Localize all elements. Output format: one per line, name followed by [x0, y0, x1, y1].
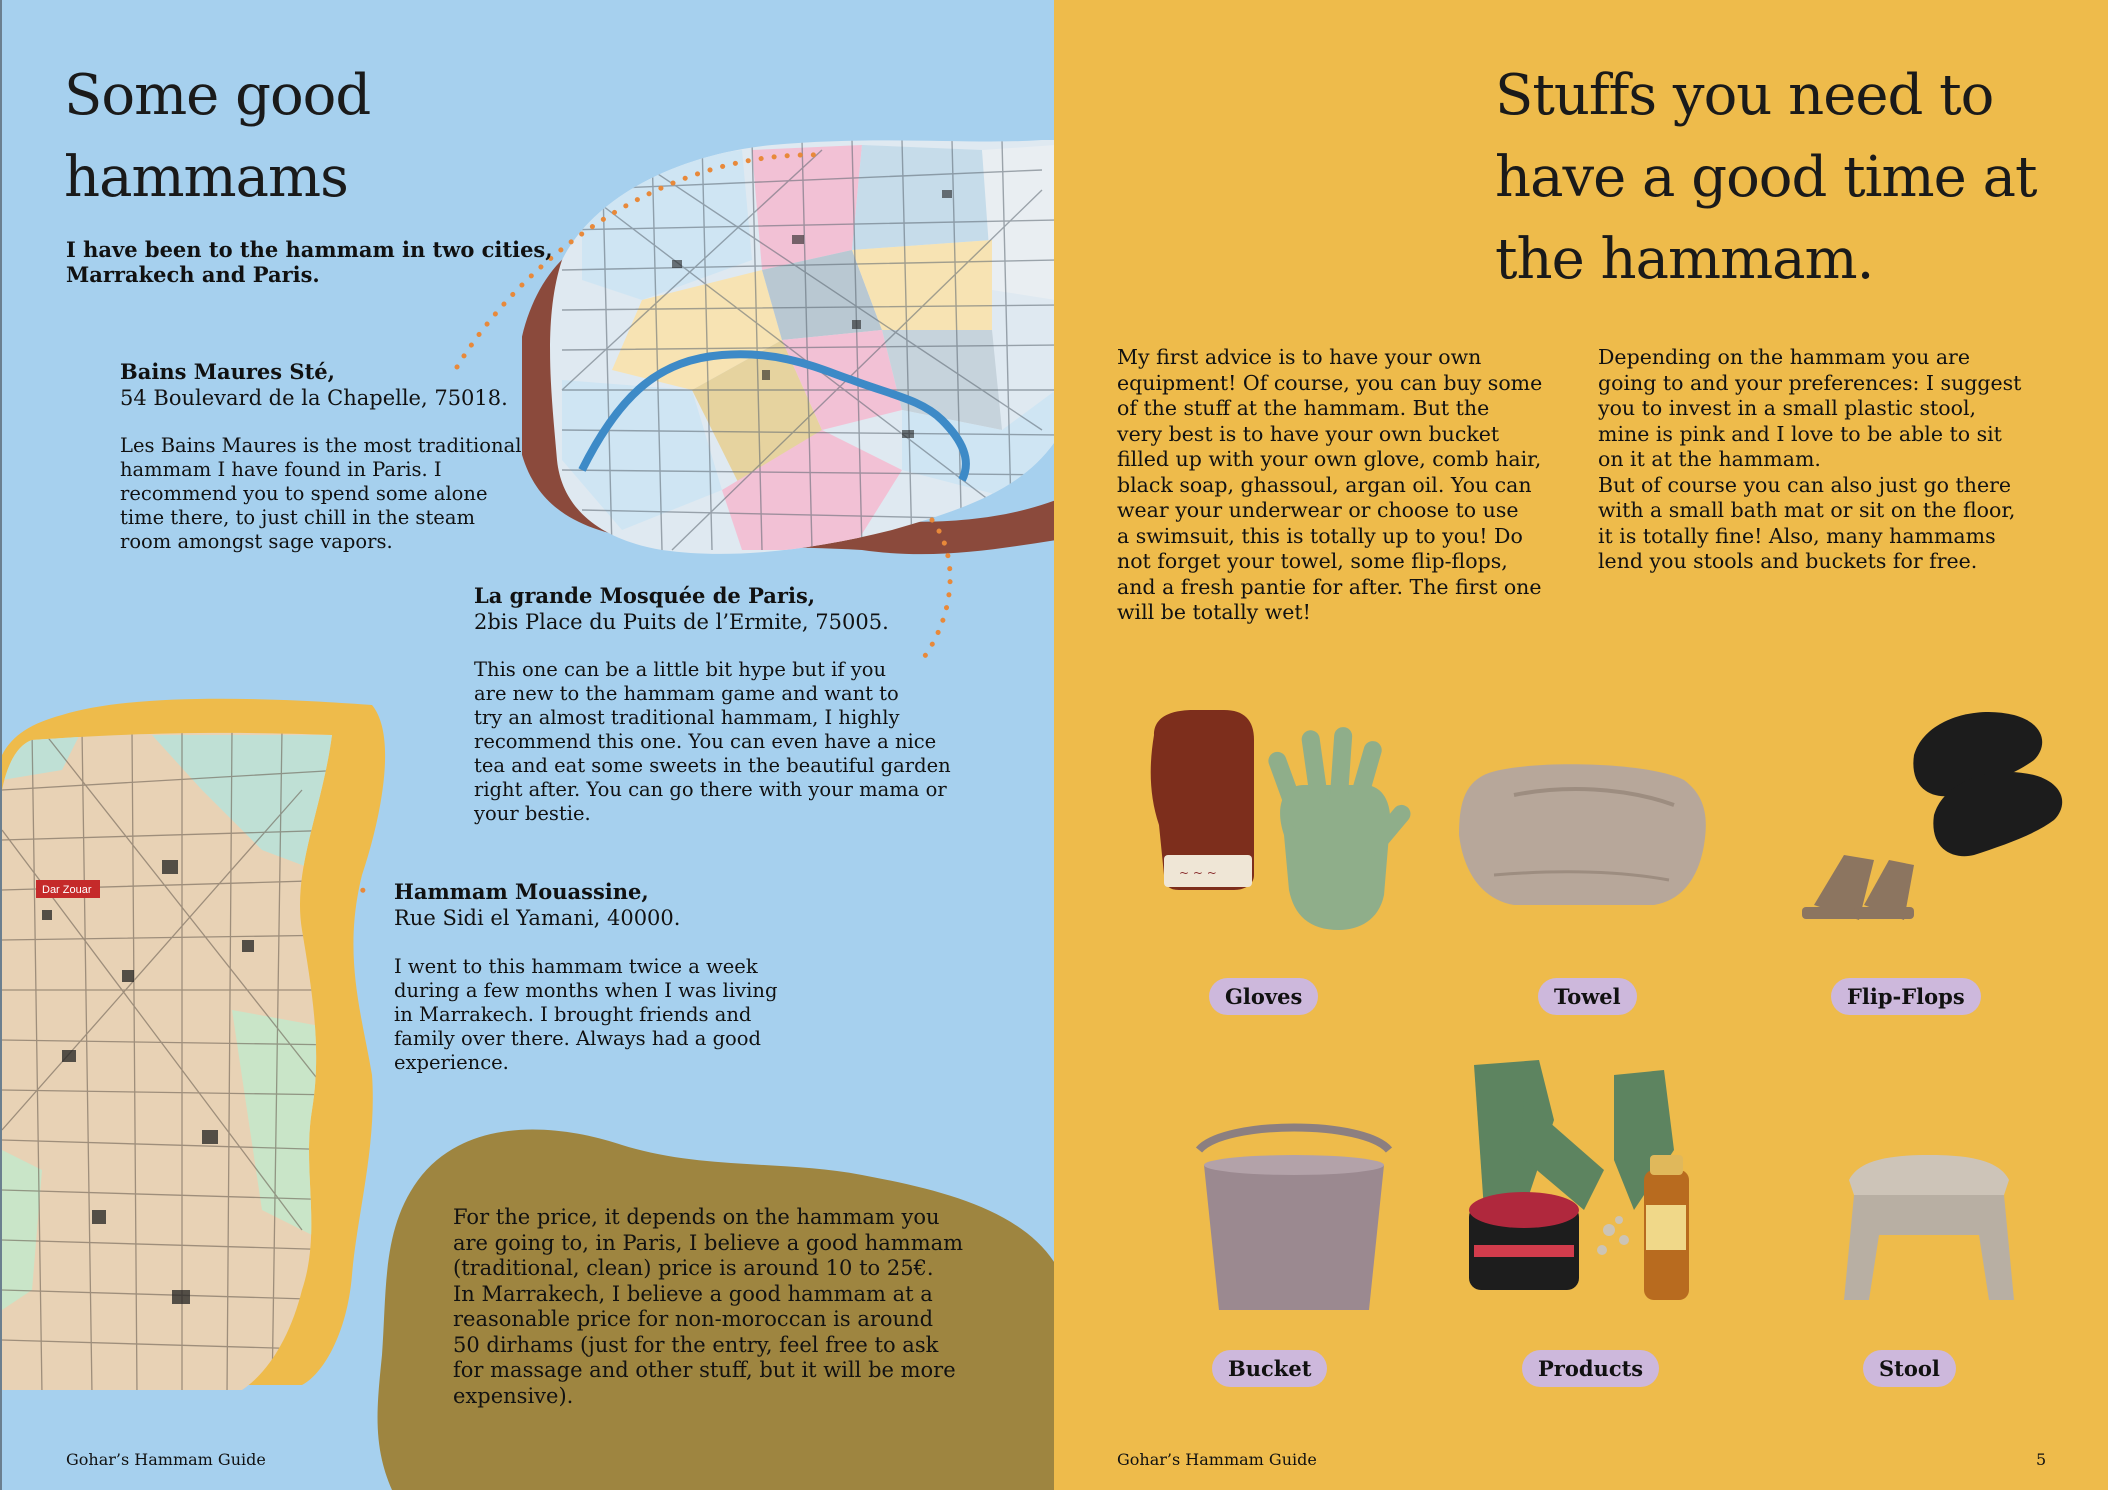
intro-text — [66, 237, 553, 287]
text-line: I went to this hammam twice a week — [394, 955, 758, 978]
text-line: filled up with your own glove, comb hair, — [1117, 447, 1542, 471]
text-line: very best is to have your own bucket — [1117, 421, 1500, 446]
text-line: reasonable price for non-moroccan is around — [453, 1307, 934, 1331]
hammam-entry-2-text — [474, 658, 951, 826]
price-text — [453, 1205, 963, 1409]
advice-column-1 — [1117, 345, 1542, 626]
text-line: (traditional, clean) price is around 10 to 25€. — [453, 1256, 934, 1280]
text-line: But of course you can also just go there — [1598, 472, 2012, 497]
hammam-address: Rue Sidi el Yamani, 40000. — [394, 906, 681, 930]
hammam-entry-2-heading — [474, 583, 889, 635]
products-icon — [1464, 1060, 1714, 1320]
hammam-name: Bains Maures Sté, — [120, 359, 335, 384]
text-line: equipment! Of course, you can buy some — [1117, 370, 1543, 395]
hammam-address: 2bis Place du Puits de l’Ermite, 75005. — [474, 610, 889, 634]
title-line-2: have a good time at — [1495, 145, 2037, 210]
text-line: In Marrakech, I believe a good hammam at a — [453, 1281, 933, 1306]
text-line: with a small bath mat or sit on the floor, — [1598, 498, 2016, 522]
text-line: and a fresh pantie for after. The first one — [1117, 574, 1542, 599]
text-line: This one can be a little bit hype but if you — [474, 658, 887, 681]
text-line: in Marrakech. I brought friends and — [394, 1003, 752, 1026]
gloves-icon — [1134, 705, 1444, 945]
text-line: on it at the hammam. — [1598, 447, 1821, 471]
hammam-entry-1-text — [120, 434, 521, 554]
svg-text:~ ~ ~: ~ ~ ~ — [1179, 866, 1217, 880]
text-line: for massage and other stuff, but it will be more — [453, 1358, 956, 1382]
hammam-entry-3-text — [394, 955, 777, 1075]
item-label-flip-flops: Flip-Flops — [1831, 978, 1981, 1015]
text-line: it is totally fine! Also, many hammams — [1598, 523, 1996, 548]
hammam-entry-1-heading — [120, 359, 508, 411]
flip-flops-icon — [1784, 695, 2084, 955]
hammam-name: Hammam Mouassine, — [394, 879, 649, 904]
item-label-gloves: Gloves — [1209, 978, 1318, 1015]
marrakech-map — [2, 730, 342, 1395]
text-line: tea and eat some sweets in the beautiful garden — [474, 754, 951, 777]
hammam-address: 54 Boulevard de la Chapelle, 75018. — [120, 386, 508, 410]
text-line: expensive). — [453, 1383, 574, 1408]
hammam-entry-3-heading — [394, 879, 680, 931]
title-line-1: Some good — [64, 63, 371, 128]
text-line: My first advice is to have your own — [1117, 345, 1482, 369]
title-line-1: Stuffs you need to — [1495, 63, 1994, 128]
text-line: of the stuff at the hammam. But the — [1117, 396, 1490, 420]
text-line: family over there. Always had a good — [394, 1027, 762, 1050]
text-line: recommend this one. You can even have a nice — [474, 730, 937, 753]
text-line: are new to the hammam game and want to — [474, 682, 899, 705]
text-line: a swimsuit, this is totally up to you! Do — [1117, 523, 1523, 548]
text-line: during a few months when I was living — [394, 979, 778, 1002]
page-title-left — [64, 55, 370, 219]
intro-line: Marrakech and Paris. — [66, 262, 320, 287]
advice-column-2 — [1598, 345, 2021, 575]
text-line: Les Bains Maures is the most traditional — [120, 434, 522, 457]
text-line: try an almost traditional hammam, I highly — [474, 706, 900, 729]
text-line: not forget your towel, some flip-flops, — [1117, 549, 1508, 573]
text-line: going to and your preferences: I suggest — [1598, 370, 2022, 395]
text-line: are going to, in Paris, I believe a good hammam — [453, 1230, 964, 1255]
text-line: 50 dirhams (just for the entry, feel free to ask — [453, 1332, 939, 1357]
text-line: hammam I have found in Paris. I — [120, 458, 442, 481]
text-line: lend you stools and buckets for free. — [1598, 549, 1978, 573]
map-label-dar-zouar: Dar Zouar — [42, 884, 92, 896]
text-line: mine is pink and I love to be able to sit — [1598, 421, 2002, 446]
stool-icon — [1829, 1150, 2029, 1305]
text-line: recommend you to spend some alone — [120, 482, 488, 505]
text-line: room amongst sage vapors. — [120, 530, 393, 553]
text-line: time there, to just chill in the steam — [120, 506, 475, 529]
text-line: For the price, it depends on the hammam you — [453, 1205, 940, 1229]
item-label-towel: Towel — [1538, 978, 1637, 1015]
page-title-right — [1495, 55, 2037, 301]
text-line: your bestie. — [474, 802, 591, 825]
item-label-products: Products — [1522, 1350, 1659, 1387]
right-page — [1054, 0, 2108, 1490]
item-label-stool: Stool — [1863, 1350, 1956, 1387]
text-line: will be totally wet! — [1117, 600, 1311, 624]
text-line: right after. You can go there with your mama or — [474, 778, 947, 801]
text-line: experience. — [394, 1051, 509, 1074]
text-line: black soap, ghassoul, argan oil. You can — [1117, 472, 1532, 497]
text-line: Depending on the hammam you are — [1598, 345, 1970, 369]
intro-line: I have been to the hammam in two cities, — [66, 237, 553, 262]
page-number: 5 — [2036, 1450, 2047, 1469]
towel-icon — [1454, 755, 1714, 915]
title-line-3: the hammam. — [1495, 227, 1874, 292]
footer-left: Gohar’s Hammam Guide — [66, 1450, 266, 1469]
text-line: wear your underwear or choose to use — [1117, 498, 1519, 522]
title-line-2: hammams — [64, 145, 348, 210]
bucket-icon — [1184, 1120, 1404, 1320]
hammam-name: La grande Mosquée de Paris, — [474, 583, 816, 608]
text-line: you to invest in a small plastic stool, — [1598, 396, 1977, 420]
item-label-bucket: Bucket — [1212, 1350, 1327, 1387]
footer-right: Gohar’s Hammam Guide — [1117, 1450, 1317, 1469]
